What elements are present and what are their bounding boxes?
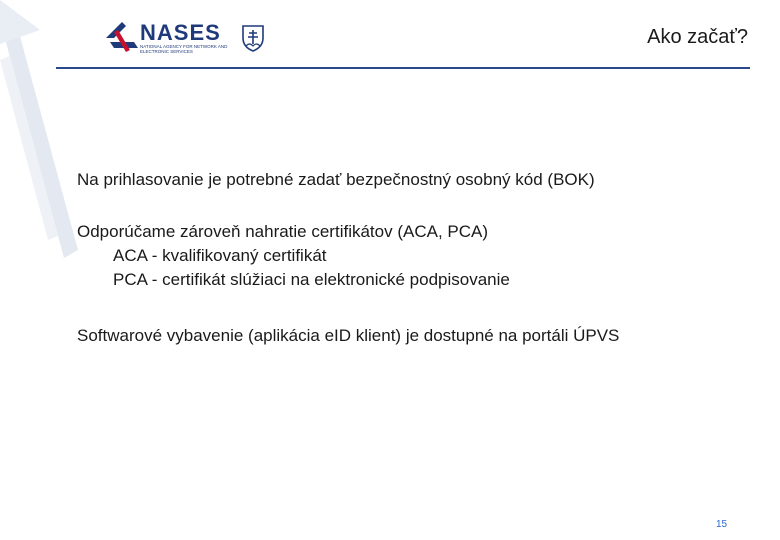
paragraph-certificates: Odporúčame zároveň nahratie certifikátov (ACA, PCA) bbox=[77, 222, 489, 241]
paragraph-software: Softwarové vybavenie (aplikácia eID klient) je dostupné na portáli ÚPVS bbox=[77, 326, 620, 345]
paragraph-bok: Na prihlasovanie je potrebné zadať bezpečnostný osobný kód (BOK) bbox=[77, 170, 595, 189]
logo-wordmark: NASES bbox=[140, 20, 221, 45]
sub-item-pca: PCA - certifikát slúžiaci na elektronické podpisovanie bbox=[113, 270, 510, 289]
nases-emblem-icon bbox=[104, 20, 140, 54]
page-number: 15 bbox=[716, 519, 728, 530]
nases-logo bbox=[100, 16, 270, 62]
sub-item-aca: ACA - kvalifikovaný certifikát bbox=[113, 246, 327, 265]
slide-content bbox=[77, 168, 757, 348]
slide-title: Ako začať? bbox=[647, 26, 748, 48]
logo-subtitle: NATIONAL AGENCY FOR NETWORK AND ELECTRONIC SERVICES bbox=[140, 44, 228, 54]
title-divider bbox=[56, 67, 750, 69]
coat-of-arms-icon bbox=[241, 24, 265, 52]
